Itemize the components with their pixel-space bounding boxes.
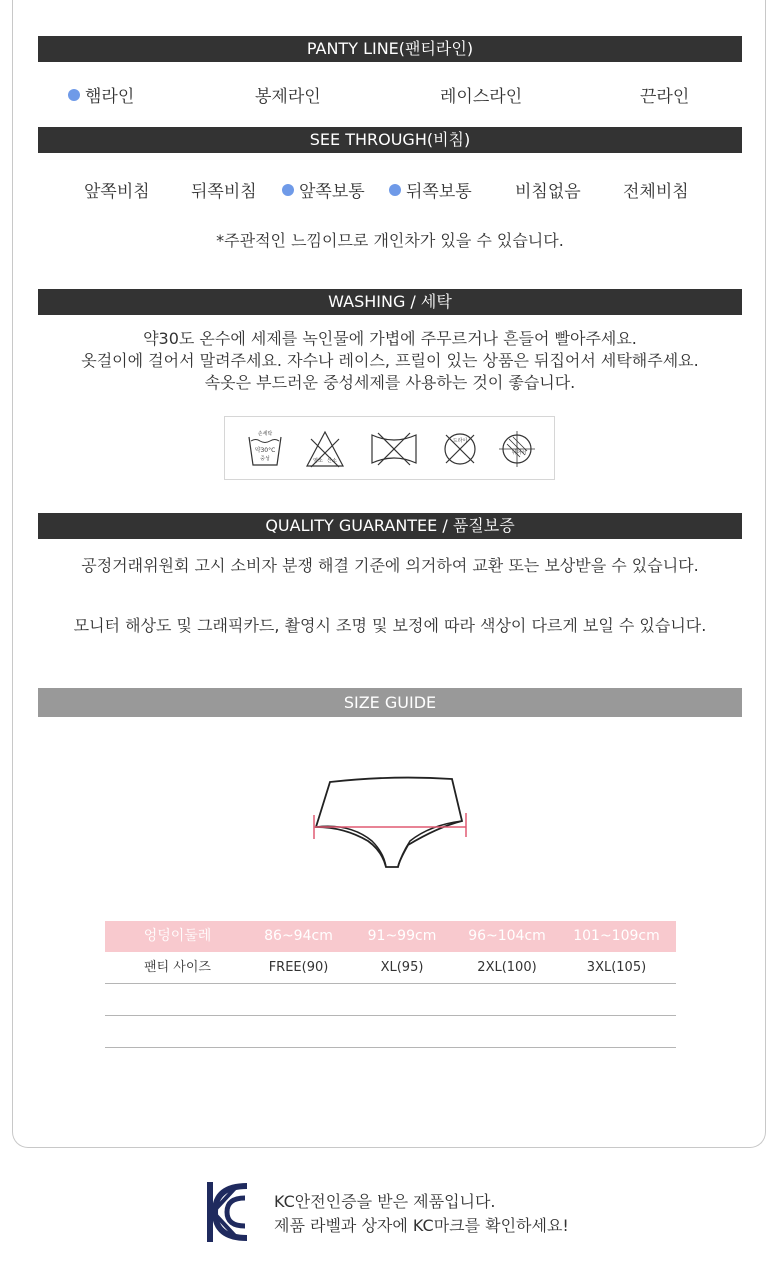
size-table-header bbox=[105, 921, 676, 952]
washing-header: WASHING / 세탁 bbox=[38, 289, 742, 315]
hand-wash-icon bbox=[247, 429, 283, 469]
kc-certification-text bbox=[274, 1190, 569, 1238]
quality-line-1: 공정거래위원회 고시 소비자 분쟁 해결 기준에 의거하여 교환 또는 보상받을 수 있습니다. bbox=[81, 556, 699, 575]
washing-line-3: 속옷은 부드러운 중성세제를 사용하는 것이 좋습니다. bbox=[204, 373, 576, 392]
selected-dot-icon bbox=[68, 89, 80, 101]
see-through-option-3: 앞쪽보통 bbox=[282, 177, 365, 202]
selected-dot-icon bbox=[282, 184, 294, 196]
panty-line-option-1: 햄라인 bbox=[68, 82, 134, 107]
no-dry-clean-icon bbox=[440, 429, 480, 469]
panty-line-option-3: 레이스라인 bbox=[440, 87, 523, 107]
see-through-header: SEE THROUGH(비침) bbox=[38, 127, 742, 153]
washing-instructions bbox=[0, 328, 780, 394]
see-through-option-6: 전체비침 bbox=[623, 182, 689, 202]
no-tumble-dry-icon bbox=[370, 431, 418, 467]
svg-text:약30°C: 약30°C bbox=[254, 447, 276, 454]
size-table-empty-row bbox=[105, 984, 676, 1016]
size-header-cell: 91~99cm bbox=[367, 928, 437, 944]
size-header-cell: 96~104cm bbox=[468, 928, 546, 944]
svg-text:산소: 산소 bbox=[327, 458, 337, 464]
panty-diagram-icon bbox=[310, 775, 474, 871]
panty-line-option-4: 끈라인 bbox=[640, 87, 690, 107]
see-through-note: *주관적인 느낌이므로 개인차가 있을 수 있습니다. bbox=[216, 231, 564, 250]
see-through-option-2: 뒤쪽비침 bbox=[191, 182, 257, 202]
size-cell: XL(95) bbox=[380, 960, 424, 975]
see-through-option-5: 비침없음 bbox=[515, 182, 581, 202]
quality-line-2: 모니터 해상도 및 그래픽카드, 촬영시 조명 및 보정에 따라 색상이 다르게 보일 수 있습니다. bbox=[73, 616, 707, 635]
size-cell: 2XL(100) bbox=[477, 960, 537, 975]
quality-header: QUALITY GUARANTEE / 품질보증 bbox=[38, 513, 742, 539]
see-through-option-1: 앞쪽비침 bbox=[84, 182, 150, 202]
no-bleach-icon bbox=[305, 429, 345, 469]
size-cell: FREE(90) bbox=[268, 960, 329, 975]
selected-dot-icon bbox=[389, 184, 401, 196]
kc-line-2: 제품 라벨과 상자에 KC마크를 확인하세요! bbox=[274, 1216, 569, 1235]
size-header-cell: 엉덩이둘레 bbox=[143, 928, 212, 944]
svg-text:중성: 중성 bbox=[260, 456, 270, 462]
kc-line-1: KC안전인증을 받은 제품입니다. bbox=[274, 1192, 496, 1211]
size-table-row bbox=[105, 952, 676, 984]
size-header-cell: 86~94cm bbox=[264, 928, 333, 944]
size-guide-header: SIZE GUIDE bbox=[38, 688, 742, 717]
size-cell: 3XL(105) bbox=[586, 960, 647, 975]
kc-mark-icon bbox=[205, 1180, 251, 1244]
size-table bbox=[105, 921, 676, 1048]
size-header-cell: 101~109cm bbox=[573, 928, 660, 944]
iron-cloth-icon bbox=[497, 427, 537, 471]
svg-text:염소: 염소 bbox=[313, 458, 323, 464]
panty-line-header: PANTY LINE(팬티라인) bbox=[38, 36, 742, 62]
washing-line-1: 약30도 온수에 세제를 녹인물에 가볍에 주무르거나 흔들어 빨아주세요. bbox=[143, 329, 637, 348]
svg-text:뉘어서: 뉘어서 bbox=[511, 450, 527, 456]
panty-line-option-2: 봉제라인 bbox=[255, 87, 321, 107]
size-table-empty-row bbox=[105, 1016, 676, 1048]
svg-text:손세탁: 손세탁 bbox=[257, 431, 273, 437]
see-through-option-4: 뒤쪽보통 bbox=[389, 177, 472, 202]
size-cell: 팬티 사이즈 bbox=[144, 960, 211, 975]
washing-symbols-box bbox=[224, 416, 555, 480]
washing-line-2: 옷걸이에 걸어서 말려주세요. 자수나 레이스, 프릴이 있는 상품은 뒤집어서 세탁해주세요. bbox=[81, 351, 699, 370]
svg-text:드라이: 드라이 bbox=[452, 438, 468, 444]
